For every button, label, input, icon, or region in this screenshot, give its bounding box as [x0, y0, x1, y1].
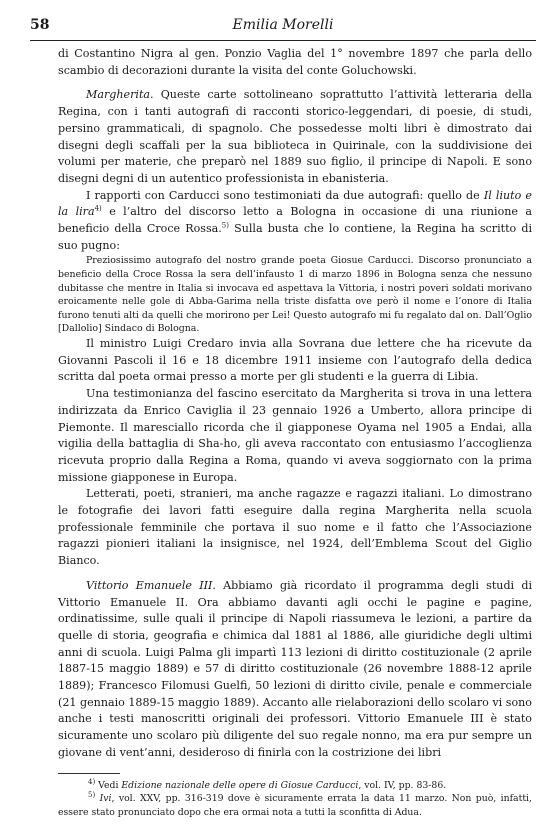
section-lead: Vittorio Emanuele III.	[86, 578, 216, 592]
footnote-ref: 5)	[221, 221, 229, 230]
paragraph-vittorio-emanuele	[58, 578, 532, 762]
paragraph-text: Sulla busta che lo contiene, la Regina ha scritto di suo pugno:	[58, 222, 532, 252]
footnote-4	[58, 779, 532, 793]
footnote-text: Vedi	[95, 779, 122, 791]
ivi-abbrev: Ivi	[99, 793, 112, 805]
running-title: Emilia Morelli	[232, 17, 334, 33]
work-title: Il liuto e la lira	[58, 188, 532, 219]
paragraph-text: Abbiamo già ricordato il programma degli studi di Vittorio Emanuele II. Ora abbiamo davanti agli occhi le pagine e pagine, ordinatissime, sulle quali il principe di Napoli riassumeva le lezioni, a partire da quelle di storia, geografia e chimica dal 1881 al 1886, alle giuridiche degli ultimi anni di scuola. Luigi Palma gli impartì 113 lezioni di diritto costituzionale (2 aprile 1887-15 maggio 1889) e 57 di diritto costituzionale (26 novembre 1888-12 aprile 1889); Francesco Filomusi Guelfi, 50 lezioni di diritto civile, penale e commerciale (21 gennaio 1889-15 maggio 1889). Accanto alle rielaborazioni dello scolaro vi sono anche i testi manoscritti originali dei professori. Vittorio Emanuele III è stato sicuramente uno scolaro più diligente del suo regale nonno, ma era pur sempre un giovane di vent’anni, desideroso di finirla con la costrizione dei libri	[58, 578, 533, 759]
cited-title: Edizione nazionale delle opere di Giosue Carducci	[121, 779, 359, 791]
paragraph-text: Queste carte sottolineano soprattutto l’attività letteraria della Regina, con i tanti autografi di racconti storico-leggendari, di poesie, di studi, persino grammaticali, di spagnolo. Che possedesse molti libri è dimostrato dai disegni degli scaffali per la sua biblioteca in Quirinale, con la suddivisione dei volumi per materie, che preparò nel 1889 suo figlio, il principe di Napoli. E sono disegni degni di un autentico professionista in ebanisteria.	[58, 88, 532, 185]
footnote-ref: 4)	[94, 204, 102, 213]
footnote-text: , vol. XXV, pp. 316-319 dove è sicuramente errata la data 11 marzo. Non può, infatti, essere stato pronunciato dopo che era ormai nota a tutti la sconfitta di Adua.	[58, 793, 532, 818]
page-header	[30, 14, 536, 41]
page-number: 58	[30, 17, 50, 33]
page-body	[58, 46, 532, 819]
paragraph: di Costantino Nigra al gen. Ponzio Vaglia del 1° novembre 1897 che parla dello scambio di decorazioni durante la visita del conte Goluchowski.	[58, 47, 532, 77]
footnote-5	[58, 792, 532, 819]
footnote-text: , vol. IV, pp. 83-86.	[358, 779, 447, 791]
paragraph-text: e l’altro del discorso letto a Bologna in occasione di una riunione a beneficio della Croce Rossa.	[58, 205, 532, 236]
footnote-separator	[58, 769, 532, 779]
footnote-mark: 4)	[88, 777, 96, 786]
paragraph: Il ministro Luigi Credaro invia alla Sovrana due lettere che ha ricevute da Giovanni Pascoli il 16 e 18 dicembre 1911 insieme con l’autografo della dedica scritta dal poeta ormai presso a morte per gli studenti e la guerra di Libia.	[58, 337, 532, 384]
paragraph: Una testimonianza del fascino esercitato da Margherita si trova in una lettera indirizzata da Enrico Caviglia il 23 gennaio 1926 a Umberto, allora principe di Piemonte. Il maresciallo ricorda che il giapponese Oyama nel 1905 a Endai, alla vigilia della battaglia di Sha-ho, gli aveva raccontato con entusiasmo l’accoglienza ricevuta proprio dalla Regina a Roma, quando vi aveva soggiornato con la prima missione giapponese in Europa.	[58, 387, 532, 484]
paragraph-text: I rapporti con Carducci sono testimoniati da due autografi: quello de	[86, 188, 484, 202]
paragraph: Letterati, poeti, stranieri, ma anche ragazze e ragazzi italiani. Lo dimostrano le fotografie dei lavori fatti eseguire dalla regina Margherita nella scuola professionale femminile che portava il suo nome e il fatto che l’Associazione ragazzi pionieri italiani la insignisce, nel 1924, dell’Emblema Scout del Giglio Bianco.	[58, 487, 532, 568]
footnote-mark: 5)	[88, 791, 96, 800]
paragraph-margherita	[58, 87, 532, 187]
paragraph-carducci	[58, 188, 532, 255]
section-lead: Margherita.	[86, 88, 154, 102]
block-quote: Preziosissimo autografo del nostro grande poeta Giosue Carducci. Discorso pronunciato a beneficio della Croce Rossa la sera dell’infausto 1 di marzo 1896 in Bologna senza che nessuno dubitasse che mentre in Italia si invocava ed aspettava la Vittoria, i nostri poveri soldati morivano eroicamente nelle gole di Abba-Garima nella triste disfatta ove però il nome e l’onore di Italia furono tenuti alti da quelli che morirono per Lei! Questo autografo mi fu regalato dal on. Dall’Oglio [Dallolio] Sindaco di Bologna.	[58, 255, 532, 335]
